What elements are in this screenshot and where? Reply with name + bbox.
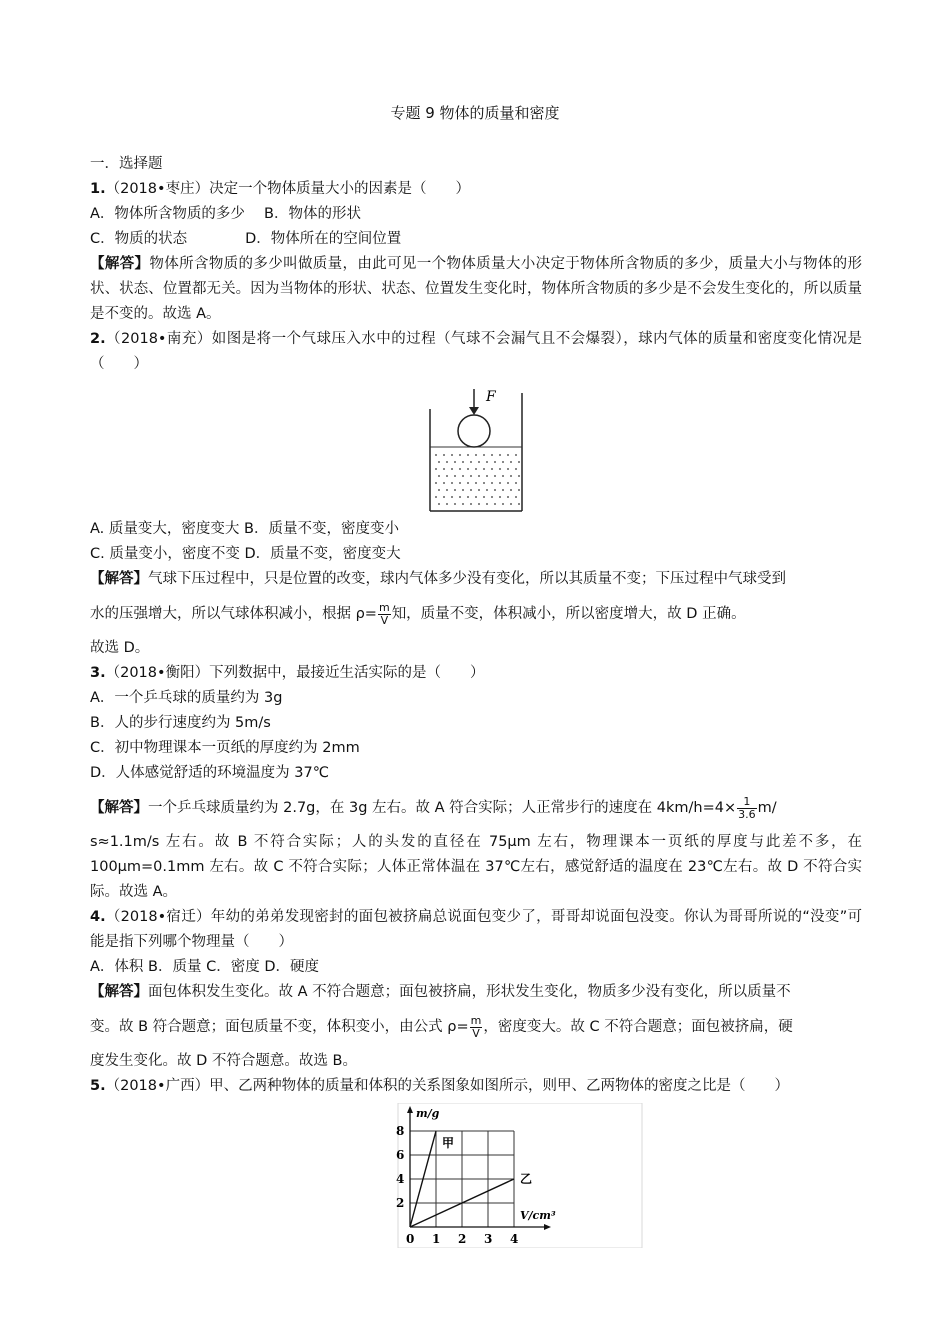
water-dot	[483, 496, 485, 498]
water-dot	[467, 496, 469, 498]
speed-fraction	[737, 796, 757, 821]
water-dot	[491, 468, 493, 470]
water-dot	[491, 496, 493, 498]
question-text: （2018•宿迁）年幼的弟弟发现密封的面包被挤扁总说面包变少了，哥哥却说面包没变。你认为哥哥所说的“没变”可能是指下列哪个物理量（ ）	[90, 909, 862, 950]
water-dot	[491, 454, 493, 456]
answer-tag: 【解答】	[90, 256, 150, 272]
water-dot	[454, 475, 456, 477]
question-3-option-b: B．人的步行速度约为 5m/s	[90, 715, 271, 731]
question-1-options-ab: A．物体所含物质的多少 B．物体的形状	[90, 206, 361, 222]
water-dot	[470, 475, 472, 477]
water-dot	[478, 503, 480, 505]
question-number: 1.	[90, 181, 106, 197]
water-dot	[470, 503, 472, 505]
water-dot	[451, 482, 453, 484]
question-1-stem	[90, 177, 862, 202]
x-tick-label: 1	[432, 1232, 441, 1246]
water-dot	[462, 489, 464, 491]
water-dot	[438, 475, 440, 477]
water-dot	[515, 482, 517, 484]
fraction-denominator: V	[380, 613, 389, 627]
water-dot	[435, 496, 437, 498]
water-dot	[435, 482, 437, 484]
water-dot	[462, 461, 464, 463]
water-dot	[478, 475, 480, 477]
water-dot	[486, 475, 488, 477]
water-dot	[502, 475, 504, 477]
question-3-option-d: D．人体感觉舒适的环境温度为 37℃	[90, 765, 330, 781]
water-dot	[507, 496, 509, 498]
water-dot	[478, 461, 480, 463]
water-dot	[462, 503, 464, 505]
question-3-option-c: C．初中物理课本一页纸的厚度约为 2mm	[90, 740, 360, 756]
question-4-options: A．体积 B．质量 C．密度 D．硬度	[90, 959, 319, 975]
water-dot	[483, 454, 485, 456]
water-dot	[510, 461, 512, 463]
water-dot	[515, 454, 517, 456]
y-tick-label: 8	[396, 1124, 405, 1138]
water-dot	[446, 503, 448, 505]
water-dot	[502, 503, 504, 505]
water-dot	[499, 454, 501, 456]
water-dot	[446, 475, 448, 477]
question-2-answer-line-1	[90, 567, 862, 592]
balloon	[458, 415, 490, 447]
document-body	[90, 152, 862, 1248]
answer-text: 面包体积发生变化。故 A 不符合题意；面包被挤扁，形状发生变化，物质多少没有变化，所以质量不	[148, 984, 791, 1000]
water-dot	[499, 482, 501, 484]
water-dot	[459, 454, 461, 456]
water-dot	[435, 454, 437, 456]
water-dot	[459, 468, 461, 470]
section-heading: 一．选择题	[90, 156, 163, 172]
water-dot	[454, 489, 456, 491]
question-2-stem	[90, 327, 862, 377]
water-dot	[510, 503, 512, 505]
question-text: （2018•广西）甲、乙两种物体的质量和体积的关系图象如图所示，则甲、乙两物体的密度之比是（ ）	[105, 1078, 790, 1094]
question-text: （2018•衡阳）下列数据中，最接近生活实际的是（ ）	[105, 665, 485, 681]
water-dot	[494, 503, 496, 505]
water-dot	[451, 454, 453, 456]
water-dot	[438, 503, 440, 505]
water-dot	[443, 454, 445, 456]
water-dot	[518, 461, 520, 463]
x-axis-arrow	[544, 1224, 551, 1230]
fraction-numerator: m	[378, 600, 390, 614]
question-3-answer-line-2: s≈1.1m/s 左右。故 B 不符合实际；人的头发的直径在 75μm 左右，物理课本一页纸的厚度与此差不多，在 100μm=0.1mm 左右。故 C 不符合实际；人体正常体温在 37℃左右，感觉舒适的温度在 23℃左右。故 D 不符合实际。故选 A。	[90, 834, 862, 900]
water-dots	[435, 454, 520, 505]
y-tick-label: 6	[396, 1148, 405, 1162]
water-dot	[443, 468, 445, 470]
water-dot	[518, 489, 520, 491]
answer-text: 变。故 B 符合题意；面包质量不变，体积变小，由公式 ρ=	[90, 1019, 469, 1035]
water-dot	[507, 468, 509, 470]
balloon-in-water-diagram	[90, 381, 862, 514]
answer-text: 一个乒乓球质量约为 2.7g，在 3g 左右。故 A 符合实际；人正常步行的速度在 4km/h=4×	[148, 800, 737, 816]
water-dot	[494, 489, 496, 491]
water-dot	[515, 496, 517, 498]
y-tick-label: 4	[396, 1172, 405, 1186]
series-label: 甲	[442, 1136, 455, 1150]
question-3-stem	[90, 661, 862, 686]
water-dot	[467, 468, 469, 470]
question-1-answer	[90, 252, 862, 327]
water-dot	[494, 461, 496, 463]
answer-text: 气球下压过程中，只是位置的改变，球内气体多少没有变化，所以其质量不变；下压过程中气球受到	[148, 571, 786, 587]
mass-volume-chart-svg	[90, 1103, 862, 1248]
page-title: 专题 9 物体的质量和密度	[390, 104, 560, 122]
water-dot	[499, 496, 501, 498]
water-dot	[494, 475, 496, 477]
water-dot	[462, 475, 464, 477]
y-axis-arrow	[407, 1106, 413, 1113]
answer-text: ，密度变大。故 C 不符合题意；面包被挤扁，硬	[483, 1019, 793, 1035]
question-3-answer-line-1	[90, 786, 862, 830]
water-dot	[446, 489, 448, 491]
water-dot	[467, 454, 469, 456]
question-1-options-cd: C．物质的状态 D．物体所在的空间位置	[90, 231, 402, 247]
water-dot	[443, 482, 445, 484]
water-dot	[475, 454, 477, 456]
water-dot	[438, 461, 440, 463]
density-fraction	[378, 602, 391, 627]
question-2-options-cd: C. 质量变小，密度不变 D．质量不变，密度变大	[90, 546, 401, 562]
x-tick-label: 2	[458, 1232, 467, 1246]
water-dot	[502, 489, 504, 491]
x-tick-label: 0	[406, 1232, 415, 1246]
fraction-denominator: 3.6	[738, 807, 756, 821]
balloon-figure	[90, 381, 862, 514]
water-dot	[443, 496, 445, 498]
water-dot	[518, 475, 520, 477]
water-dot	[483, 468, 485, 470]
answer-text: 知，质量不变，体积减小，所以密度增大，故 D 正确。	[391, 606, 746, 622]
water-dot	[483, 482, 485, 484]
water-dot	[475, 496, 477, 498]
water-dot	[454, 461, 456, 463]
question-2-answer-line-2	[90, 592, 862, 636]
water-dot	[467, 482, 469, 484]
water-dot	[451, 496, 453, 498]
force-label: F	[486, 389, 496, 405]
question-3-option-a: A．一个乒乓球的质量约为 3g	[90, 690, 283, 706]
fraction-numerator: m	[470, 1013, 482, 1027]
water-dot	[510, 489, 512, 491]
answer-tag: 【解答】	[90, 984, 148, 1000]
question-2-answer-line-3: 故选 D。	[90, 640, 150, 656]
water-dot	[499, 468, 501, 470]
water-dot	[486, 503, 488, 505]
question-4-answer-line-2	[90, 1005, 862, 1049]
fraction-denominator: V	[472, 1026, 480, 1040]
answer-text: 水的压强增大，所以气球体积减小，根据 ρ=	[90, 606, 377, 622]
question-number: 5.	[90, 1078, 106, 1094]
water-dot	[491, 482, 493, 484]
question-number: 2.	[90, 331, 106, 347]
answer-text: m/	[757, 800, 777, 816]
water-dot	[502, 461, 504, 463]
question-text: （2018•枣庄）决定一个物体质量大小的因素是（ ）	[105, 181, 471, 197]
water-dot	[446, 461, 448, 463]
water-dot	[478, 489, 480, 491]
mass-volume-chart	[90, 1103, 862, 1248]
question-5-stem	[90, 1074, 862, 1099]
water-dot	[454, 503, 456, 505]
water-dot	[435, 468, 437, 470]
question-4-answer-line-3: 度发生变化。故 D 不符合题意。故选 B。	[90, 1053, 357, 1069]
water-dot	[475, 482, 477, 484]
water-dot	[518, 503, 520, 505]
water-dot	[486, 489, 488, 491]
water-dot	[510, 475, 512, 477]
question-number: 3.	[90, 665, 106, 681]
water-dot	[451, 468, 453, 470]
answer-text: 物体所含物质的多少叫做质量，由此可见一个物体质量大小决定于物体所含物质的多少，质量大小与物体的形状、状态、位置都无关。因为当物体的形状、状态、位置发生变化时，物体所含物质的多少是不会发生变化的，所以质量是不变的。故选 A。	[90, 256, 863, 322]
fraction-numerator: 1	[737, 796, 757, 809]
water-dot	[475, 468, 477, 470]
force-arrow-head	[469, 407, 479, 415]
x-axis-label: V/cm³	[520, 1209, 556, 1222]
water-dot	[438, 489, 440, 491]
water-dot	[470, 461, 472, 463]
water-dot	[459, 482, 461, 484]
question-number: 4.	[90, 909, 106, 925]
y-axis-label: m/g	[416, 1107, 440, 1120]
series-label: 乙	[520, 1172, 533, 1186]
y-tick-label: 2	[396, 1196, 405, 1210]
answer-tag: 【解答】	[90, 800, 148, 816]
water-dot	[470, 489, 472, 491]
answer-tag: 【解答】	[90, 571, 148, 587]
question-4-stem	[90, 905, 862, 955]
water-dot	[459, 496, 461, 498]
x-tick-label: 4	[510, 1232, 519, 1246]
question-4-answer-line-1	[90, 980, 862, 1005]
water-dot	[507, 482, 509, 484]
x-tick-label: 3	[484, 1232, 493, 1246]
question-2-options-ab: A. 质量变大，密度变大 B．质量不变，密度变小	[90, 521, 399, 537]
density-fraction	[470, 1015, 483, 1040]
water-dot	[515, 468, 517, 470]
water-dot	[507, 454, 509, 456]
question-text: （2018•南充）如图是将一个气球压入水中的过程（气球不会漏气且不会爆裂），球内气体的质量和密度变化情况是（ ）	[90, 331, 862, 372]
water-dot	[486, 461, 488, 463]
